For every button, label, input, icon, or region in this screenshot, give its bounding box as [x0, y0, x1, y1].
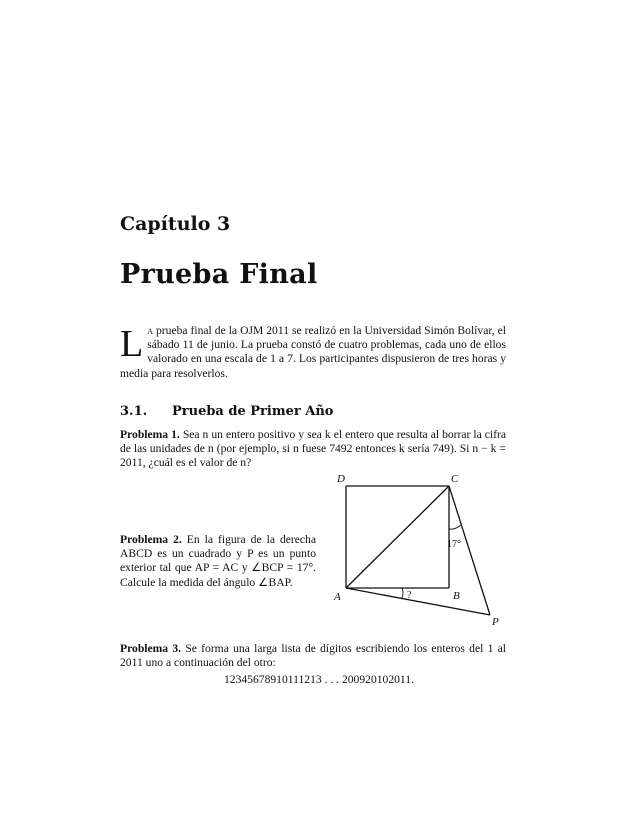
problem-3 [120, 642, 506, 670]
problem-3-label: Problema 3. [120, 642, 182, 655]
digit-sequence: 12345678910111213 . . . 200920102011. [223, 673, 414, 686]
problem-2-text: En la figura de la derecha ABCD es un cuadrado y P es un punto exterior tal que AP = AC y ∠BCP = 17°. Calcule la medida del ángulo ∠BAP. [120, 533, 316, 589]
chapter-title: Prueba Final [120, 259, 318, 290]
label-p: P [492, 616, 499, 628]
label-a: A [334, 591, 341, 603]
label-d: D [337, 473, 345, 485]
angle-arc-bap [402, 588, 403, 598]
label-angle-unknown: ? [407, 590, 412, 601]
segment-ap [346, 588, 490, 615]
problem-2-label: Problema 2. [120, 533, 182, 546]
geometry-figure [325, 465, 515, 630]
problem-3-text: Se forma una larga lista de dígitos escribiendo los enteros del 1 al 2011 uno a continuación del otro: [120, 642, 506, 670]
label-angle-17: 17° [447, 539, 461, 550]
section-number: 3.1. [120, 404, 148, 419]
section-title: Prueba de Primer Año [172, 404, 334, 419]
intro-text: prueba final de la OJM 2011 se realizó en la Universidad Simón Bolívar, el sábado 11 de junio. La prueba constó de cuatro problemas, cada uno de ellos valorado en una escala de 1 a 7. Los participantes dispusieron de tres horas y media para resolverlos. [120, 324, 506, 380]
intro-lead: a [147, 324, 153, 337]
section-heading [120, 404, 333, 419]
segment-ac [346, 486, 449, 588]
label-b: B [453, 590, 460, 602]
problem-1-label: Problema 1. [120, 428, 180, 441]
drop-cap: L [120, 323, 144, 365]
problem-1-text: Sea n un entero positivo y sea k el entero que resulta al borrar la cifra de las unidades de n (por ejemplo, si n fuese 7492 entonces k sería 749). Si n − k = 2011, ¿cuál es el valor de n? [120, 428, 506, 470]
chapter-heading: Capítulo 3 [120, 213, 231, 235]
intro-paragraph [120, 324, 506, 381]
label-c: C [451, 473, 459, 485]
angle-arc-bcp [449, 525, 461, 529]
problem-2 [120, 533, 316, 590]
